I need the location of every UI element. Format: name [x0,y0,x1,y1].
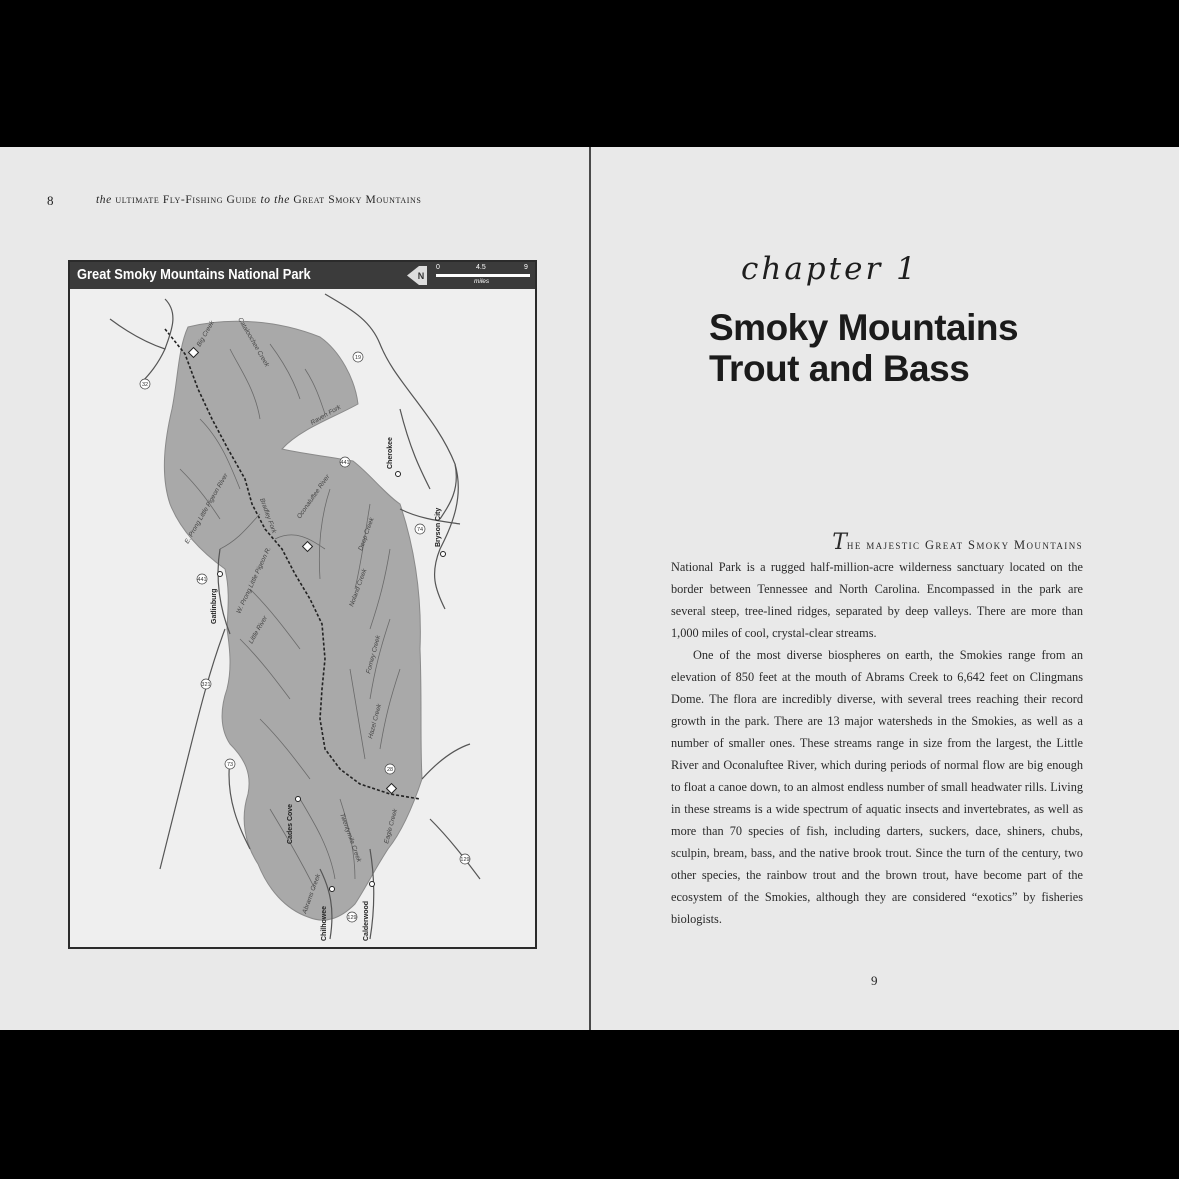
svg-text:Cataloochee Creek: Cataloochee Creek [236,316,271,369]
chapter-label: chapter 1 [741,251,919,287]
town-gatlinburg: Gatlinburg [211,588,218,624]
chapter-body [671,532,1083,930]
town-cades-cove: Cades Cove [287,803,294,844]
map-drawing [70,289,535,947]
svg-text:Abrams Creek: Abrams Creek [301,873,323,915]
svg-text:Noland Creek: Noland Creek [348,567,369,608]
map-title: Great Smoky Mountains National Park [77,266,311,283]
scale-tick-max: 9 [524,264,528,271]
town-chilhowee: Chilhowee [321,905,328,941]
chapter-title-line-1: Smoky Mountains [709,307,1019,348]
town-bryson-city: Bryson City [435,507,442,547]
running-head-guide: ultimate Fly-Fishing Guide [115,194,257,206]
running-head [96,194,421,206]
svg-text:321: 321 [201,682,211,688]
svg-text:Forney Creek: Forney Creek [365,634,383,675]
paragraph-1: National Park is a rugged half-million-acre wilderness sanctuary located on the border between Tennessee and North Carolina. Encompassed in the park are several steep, tree-lined ridges, separated by deep valleys. There are more than 1,000 miles of cool, crystal-clear streams. [671,560,1083,640]
running-head-the: the [96,194,112,206]
paragraph-2: One of the most diverse biospheres on earth, the Smokies range from an elevation of 850 feet at the mouth of Abrams Creek to 6,642 feet on Clingmans Dome. The flora are incredibly diverse, with several trees reaching their record growth in the park. There are 13 major watersheds in the Smokies, as well as a number of smaller ones. These streams range in size from the largest, the Little River and Oconaluftee River, which during periods of normal flow are big enough to float a canoe down, to an almost endless number of small headwater rills. Living in these streams is a wide spectrum of aquatic insects and invertebrates, as well as more than 70 species of fish, including darters, suckers, dace, shiners, chubs, sculpin, bream, bass, and the native brook trout. Since the turn of the century, two other species, the rainbow trout and the brown trout, have become part of the ecosystem of the Smokies, although they are considered “exotics” by fisheries biologists. [671,648,1083,926]
svg-text:73: 73 [226,762,234,768]
left-page-number: 8 [47,193,54,208]
right-page [591,147,1179,1030]
svg-text:74: 74 [416,527,424,533]
svg-text:129: 129 [347,915,357,921]
svg-text:441: 441 [197,577,207,583]
left-page [0,147,589,1030]
svg-text:19: 19 [354,355,362,361]
svg-text:Twentymile Creek: Twentymile Creek [338,812,363,864]
running-head-smokies: Great Smoky Mountains [293,194,422,206]
north-label: N [417,271,425,281]
scale-tick-mid: 4.5 [476,264,486,271]
svg-text:Big Creek: Big Creek [195,319,217,348]
right-page-number: 9 [871,973,878,988]
drop-cap: T [832,530,847,555]
chapter-title-line-2: Trout and Bass [709,348,970,389]
svg-text:28: 28 [386,767,394,773]
running-head-to-the: to the [260,194,290,206]
north-arrow-icon [407,265,429,286]
book-spread [0,147,1179,1030]
svg-text:Little River: Little River [247,614,270,645]
map-title-bar [70,262,535,289]
svg-text:Deep Creek: Deep Creek [357,516,376,552]
svg-text:Bradley Fork: Bradley Fork [258,497,278,535]
svg-text:E. Prong Little Pigeon River: E. Prong Little Pigeon River [183,472,230,545]
lead-in-caps: he majestic Great Smoky Mountains [846,538,1083,552]
svg-text:Oconaluftee River: Oconaluftee River [295,473,332,521]
svg-text:Hazel Creek: Hazel Creek [367,703,384,740]
scale-bar [436,264,532,288]
lead-in [671,532,1083,556]
svg-text:Eagle Creek: Eagle Creek [383,808,400,845]
scale-unit: miles [474,278,490,285]
svg-text:Raven Fork: Raven Fork [309,403,343,427]
svg-text:W. Prong Little Pigeon R.: W. Prong Little Pigeon R. [235,545,273,615]
scale-line [436,274,530,277]
svg-text:32: 32 [141,382,149,388]
scale-tick-0: 0 [436,264,440,271]
chapter-title [709,307,1018,389]
svg-text:129: 129 [460,857,470,863]
town-cherokee: Cherokee [387,437,394,469]
park-map [68,260,537,949]
svg-text:441: 441 [340,460,350,466]
town-calderwood: Calderwood [363,900,370,941]
